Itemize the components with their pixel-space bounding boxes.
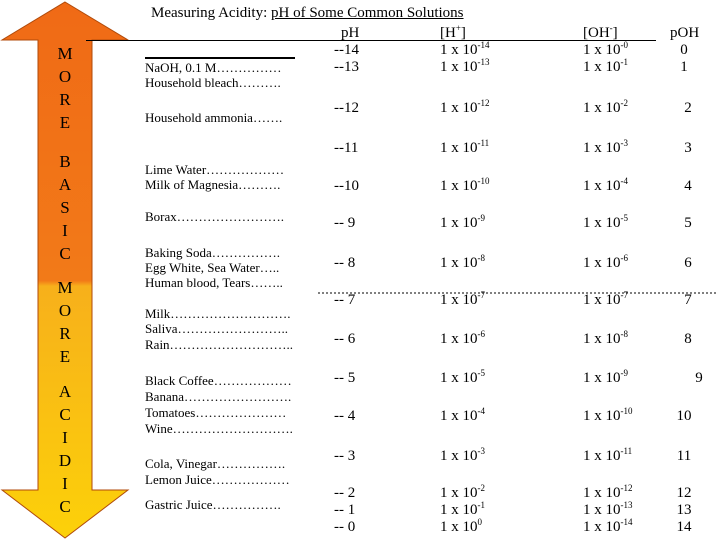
substance-gastric-juice: Gastric Juice……………. bbox=[145, 497, 281, 512]
oh-concentration-value: 1 x $10^{-6}$ bbox=[583, 253, 628, 271]
poh-value: 4 bbox=[684, 178, 692, 194]
oh-concentration-value: 1 x $10^{-10}$ bbox=[583, 406, 633, 424]
substance-baking-soda: Baking Soda……………. bbox=[145, 245, 281, 260]
ph-value: -- 5 bbox=[334, 370, 356, 386]
h-concentration-value: 1 x $10^0$ bbox=[440, 517, 482, 535]
ph-value: -- 1 bbox=[334, 502, 356, 518]
ph-value: -- 4 bbox=[334, 408, 356, 424]
neutral-divider bbox=[318, 290, 718, 296]
h-concentration-value: 1 x $10^{-14}$ bbox=[440, 40, 490, 58]
oh-concentration-value: 1 x $10^{-5}$ bbox=[583, 213, 628, 231]
substance-bleach: Household bleach………. bbox=[145, 75, 281, 90]
page-title: Measuring Acidity: pH of Some Common Solutions bbox=[151, 5, 464, 21]
header-oh-concentration: [OH-] bbox=[583, 23, 618, 41]
substance-wine: Wine………………………. bbox=[145, 421, 293, 436]
substance-lemon-juice: Lemon Juice……………… bbox=[145, 472, 290, 487]
substance-human-blood: Human blood, Tears…….. bbox=[145, 275, 283, 290]
poh-value: 3 bbox=[684, 140, 692, 156]
h-concentration-value: 1 x $10^{-9}$ bbox=[440, 213, 485, 231]
ph-value: -- 3 bbox=[334, 448, 356, 464]
substance-saliva: Saliva…………………….. bbox=[145, 321, 288, 336]
oh-concentration-value: 1 x $10^{-12}$ bbox=[583, 483, 633, 501]
poh-value: 11 bbox=[676, 448, 692, 464]
oh-concentration-value: 1 x $10^{-14}$ bbox=[583, 517, 633, 535]
header-ph: pH bbox=[341, 25, 360, 41]
header-poh: pOH bbox=[670, 25, 700, 41]
substance-milk-of-magnesia: Milk of Magnesia………. bbox=[145, 177, 281, 192]
poh-value: 1 bbox=[680, 59, 688, 75]
substance-black-coffee: Black Coffee……………… bbox=[145, 373, 292, 388]
poh-value: 9 bbox=[695, 370, 703, 386]
header-underline bbox=[86, 40, 656, 41]
poh-value: 7 bbox=[684, 292, 692, 308]
ph-value: -- 2 bbox=[334, 485, 356, 501]
ph-value: --12 bbox=[334, 100, 359, 116]
poh-value: 2 bbox=[684, 100, 692, 116]
substance-ammonia: Household ammonia……. bbox=[145, 110, 283, 125]
poh-value: 5 bbox=[684, 215, 692, 231]
h-concentration-value: 1 x $10^{-5}$ bbox=[440, 368, 485, 386]
poh-value: 10 bbox=[676, 408, 692, 424]
oh-concentration-value: 1 x $10^{-8}$ bbox=[583, 329, 628, 347]
h-concentration-value: 1 x $10^{-3}$ bbox=[440, 446, 485, 464]
ph-value: --11 bbox=[334, 140, 359, 156]
h-concentration-value: 1 x $10^{-11}$ bbox=[440, 138, 490, 156]
h-concentration-value: 1 x $10^{-13}$ bbox=[440, 57, 490, 75]
oh-concentration-value: 1 x $10^{-11}$ bbox=[583, 446, 633, 464]
substance-rain: Rain……………………….. bbox=[145, 337, 294, 352]
substance-egg-white: Egg White, Sea Water….. bbox=[145, 260, 280, 275]
ph-value: --13 bbox=[334, 59, 359, 75]
oh-concentration-value: 1 x $10^{-3}$ bbox=[583, 138, 628, 156]
substance-lime-water: Lime Water……………… bbox=[145, 162, 285, 177]
h-concentration-value: 1 x $10^{-6}$ bbox=[440, 329, 485, 347]
ph-value: -- 9 bbox=[334, 215, 356, 231]
h-concentration-value: 1 x $10^{-1}$ bbox=[440, 500, 485, 518]
naoh-rule bbox=[145, 57, 295, 59]
ph-value: -- 0 bbox=[334, 519, 356, 535]
poh-value: 0 bbox=[680, 42, 688, 58]
h-concentration-value: 1 x $10^{-4}$ bbox=[440, 406, 485, 424]
oh-concentration-value: 1 x $10^{-2}$ bbox=[583, 98, 628, 116]
h-concentration-value: 1 x $10^{-8}$ bbox=[440, 253, 485, 271]
h-concentration-value: 1 x $10^{-7}$ bbox=[440, 290, 485, 308]
oh-concentration-value: 1 x $10^{-7}$ bbox=[583, 290, 628, 308]
poh-value: 13 bbox=[676, 502, 692, 518]
poh-value: 8 bbox=[684, 331, 692, 347]
substance-borax: Borax……………………. bbox=[145, 209, 285, 224]
ph-value: -- 8 bbox=[334, 255, 356, 271]
ph-value: --10 bbox=[334, 178, 359, 194]
ph-value: -- 6 bbox=[334, 331, 356, 347]
oh-concentration-value: 1 x $10^{-4}$ bbox=[583, 176, 628, 194]
h-concentration-value: 1 x $10^{-10}$ bbox=[440, 176, 490, 194]
oh-concentration-value: 1 x $10^{-0}$ bbox=[583, 40, 628, 58]
oh-concentration-value: 1 x $10^{-13}$ bbox=[583, 500, 633, 518]
oh-concentration-value: 1 x $10^{-9}$ bbox=[583, 368, 628, 386]
substance-cola-vinegar: Cola, Vinegar……………. bbox=[145, 456, 286, 471]
poh-value: 6 bbox=[684, 255, 692, 271]
h-concentration-value: 1 x $10^{-2}$ bbox=[440, 483, 485, 501]
substance-banana: Banana……………………. bbox=[145, 389, 292, 404]
poh-value: 14 bbox=[676, 519, 692, 535]
substance-tomatoes: Tomatoes………………… bbox=[145, 405, 287, 420]
oh-concentration-value: 1 x $10^{-1}$ bbox=[583, 57, 628, 75]
substance-naoh: NaOH, 0.1 M…………… bbox=[145, 60, 282, 75]
ph-value: -- 7 bbox=[334, 292, 356, 308]
ph-value: --14 bbox=[334, 42, 359, 58]
substance-milk: Milk………………………. bbox=[145, 306, 291, 321]
h-concentration-value: 1 x $10^{-12}$ bbox=[440, 98, 490, 116]
header-h-concentration: [H+] bbox=[440, 23, 466, 41]
poh-value: 12 bbox=[676, 485, 692, 501]
